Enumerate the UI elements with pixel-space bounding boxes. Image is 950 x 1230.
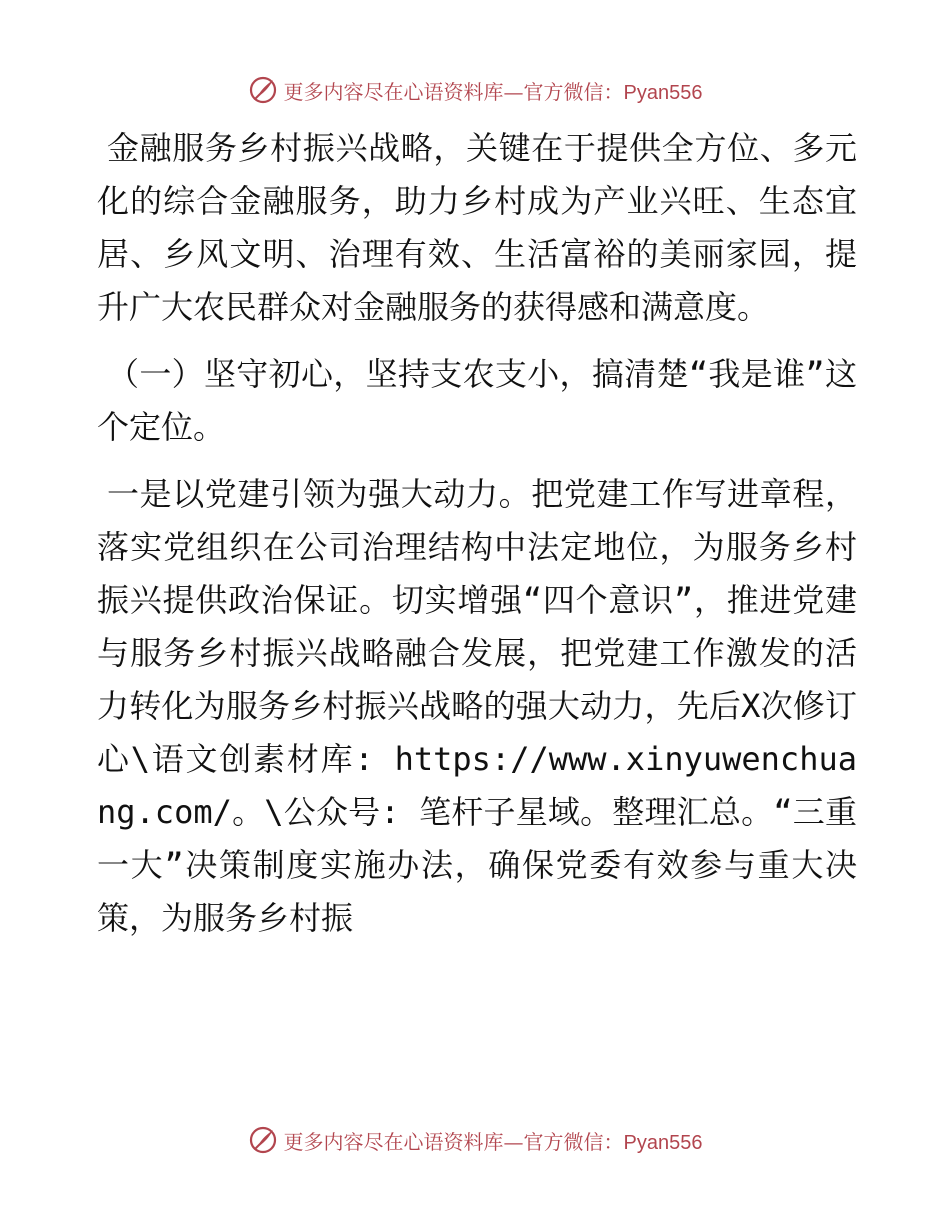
header-watermark-text: 更多内容尽在心语资料库—官方微信：Pyan556 [283, 79, 703, 104]
wechat-id: Pyan556 [623, 1131, 703, 1154]
document-body [97, 122, 857, 959]
feather-quill-logo-icon [248, 75, 278, 105]
footer-watermark-banner [0, 1120, 950, 1160]
header-watermark-banner [0, 70, 950, 110]
paragraph-party-building: 一是以党建引领为强大动力。把党建工作写进章程，落实党组织在公司治理结构中法定地位，为服务乡村振兴提供政治保证。切实增强“四个意识”，推进党建与服务乡村振兴战略融合发展，把党建工作激发的活力转化为服务乡村振兴战略的强大动力，先后X次修订心\语文创素材库: https://www.xinyuwenchuang.com/。\公众号: 笔杆子星域。整理汇总。“三重一大”决策制度实施办法，确保党委有效参与重大决策，为服务乡村振 [97, 475, 857, 937]
wechat-id: Pyan556 [623, 81, 703, 104]
paragraph-section-heading: （一）坚守初心，坚持支农支小，搞清楚“我是谁”这个定位。 [97, 355, 857, 446]
feather-quill-logo-icon [248, 1125, 278, 1155]
paragraph-intro: 金融服务乡村振兴战略，关键在于提供全方位、多元化的综合金融服务，助力乡村成为产业兴旺、生态宜居、乡风文明、治理有效、生活富裕的美丽家园，提升广大农民群众对金融服务的获得感和满意度。 [97, 129, 857, 326]
footer-watermark-text: 更多内容尽在心语资料库—官方微信：Pyan556 [283, 1129, 703, 1154]
